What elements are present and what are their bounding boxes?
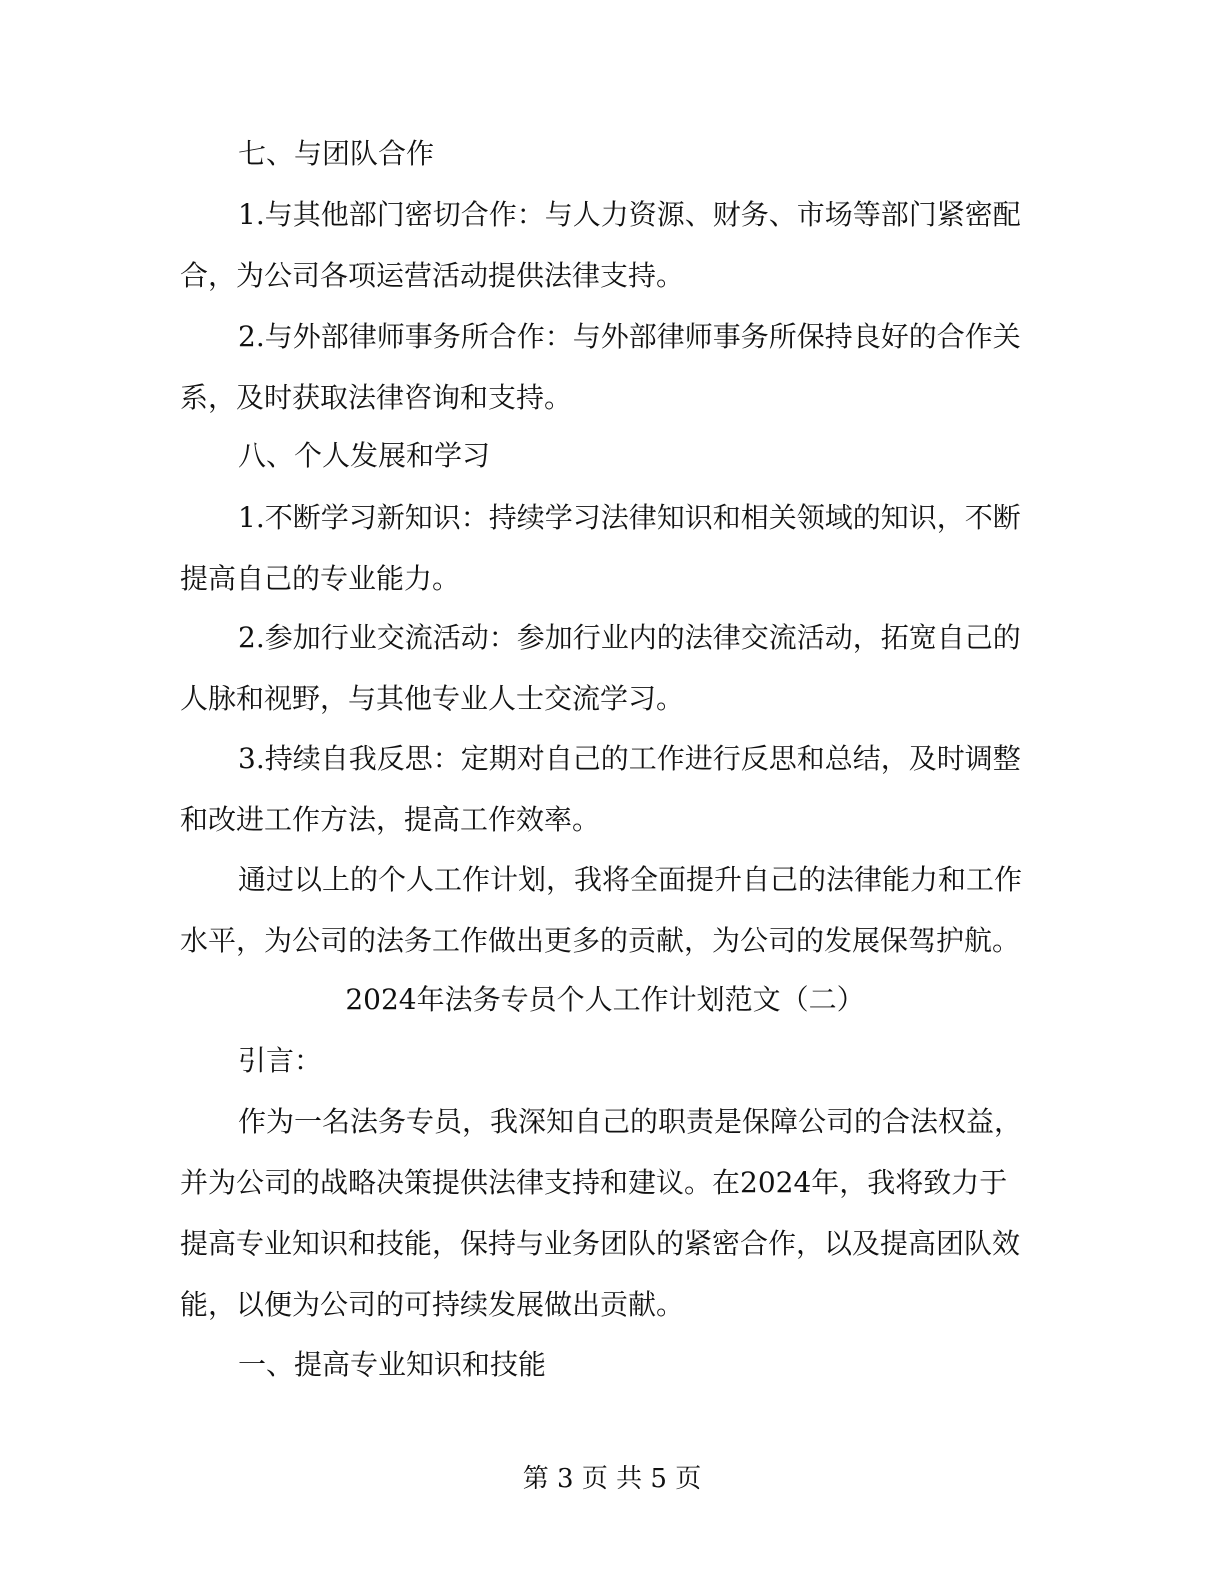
section-heading-professional-skills: 一、提高专业知识和技能: [238, 1348, 547, 1381]
page-number-footer: 第 3 页 共 5 页: [522, 1464, 702, 1494]
paragraph-intro-label: 引言：: [238, 1044, 323, 1077]
paragraph-intro-body: 作为一名法务专员，我深知自己的职责是保障公司的合法权益，并为公司的战略决策提供法律支持和建议。在2024年，我将致力于提高专业知识和技能，保持与业务团队的紧密合作，以及提高团队效能，以便为公司的可持续发展做出贡献。: [180, 1105, 1023, 1321]
paragraph-conclusion: 通过以上的个人工作计划，我将全面提升自己的法律能力和工作水平，为公司的法务工作做出更多的贡献，为公司的发展保驾护航。: [180, 863, 1023, 957]
paragraph-external-lawfirm: 2.与外部律师事务所合作：与外部律师事务所保持良好的合作关系，及时获取法律咨询和支持。: [180, 320, 1021, 414]
paragraph-internal-cooperation: 1.与其他部门密切合作：与人力资源、财务、市场等部门紧密配合，为公司各项运营活动提供法律支持。: [180, 198, 1021, 292]
section-heading-team-cooperation: 七、与团队合作: [238, 137, 435, 170]
document-title: 2024年法务专员个人工作计划范文（二）: [345, 983, 865, 1016]
section-heading-personal-development: 八、个人发展和学习: [238, 439, 491, 472]
paragraph-self-reflection: 3.持续自我反思：定期对自己的工作进行反思和总结，及时调整和改进工作方法，提高工作效率。: [180, 742, 1021, 836]
paragraph-industry-exchange: 2.参加行业交流活动：参加行业内的法律交流活动，拓宽自己的人脉和视野，与其他专业人士交流学习。: [180, 621, 1021, 715]
paragraph-continuous-learning: 1.不断学习新知识：持续学习法律知识和相关领域的知识，不断提高自己的专业能力。: [180, 501, 1021, 595]
